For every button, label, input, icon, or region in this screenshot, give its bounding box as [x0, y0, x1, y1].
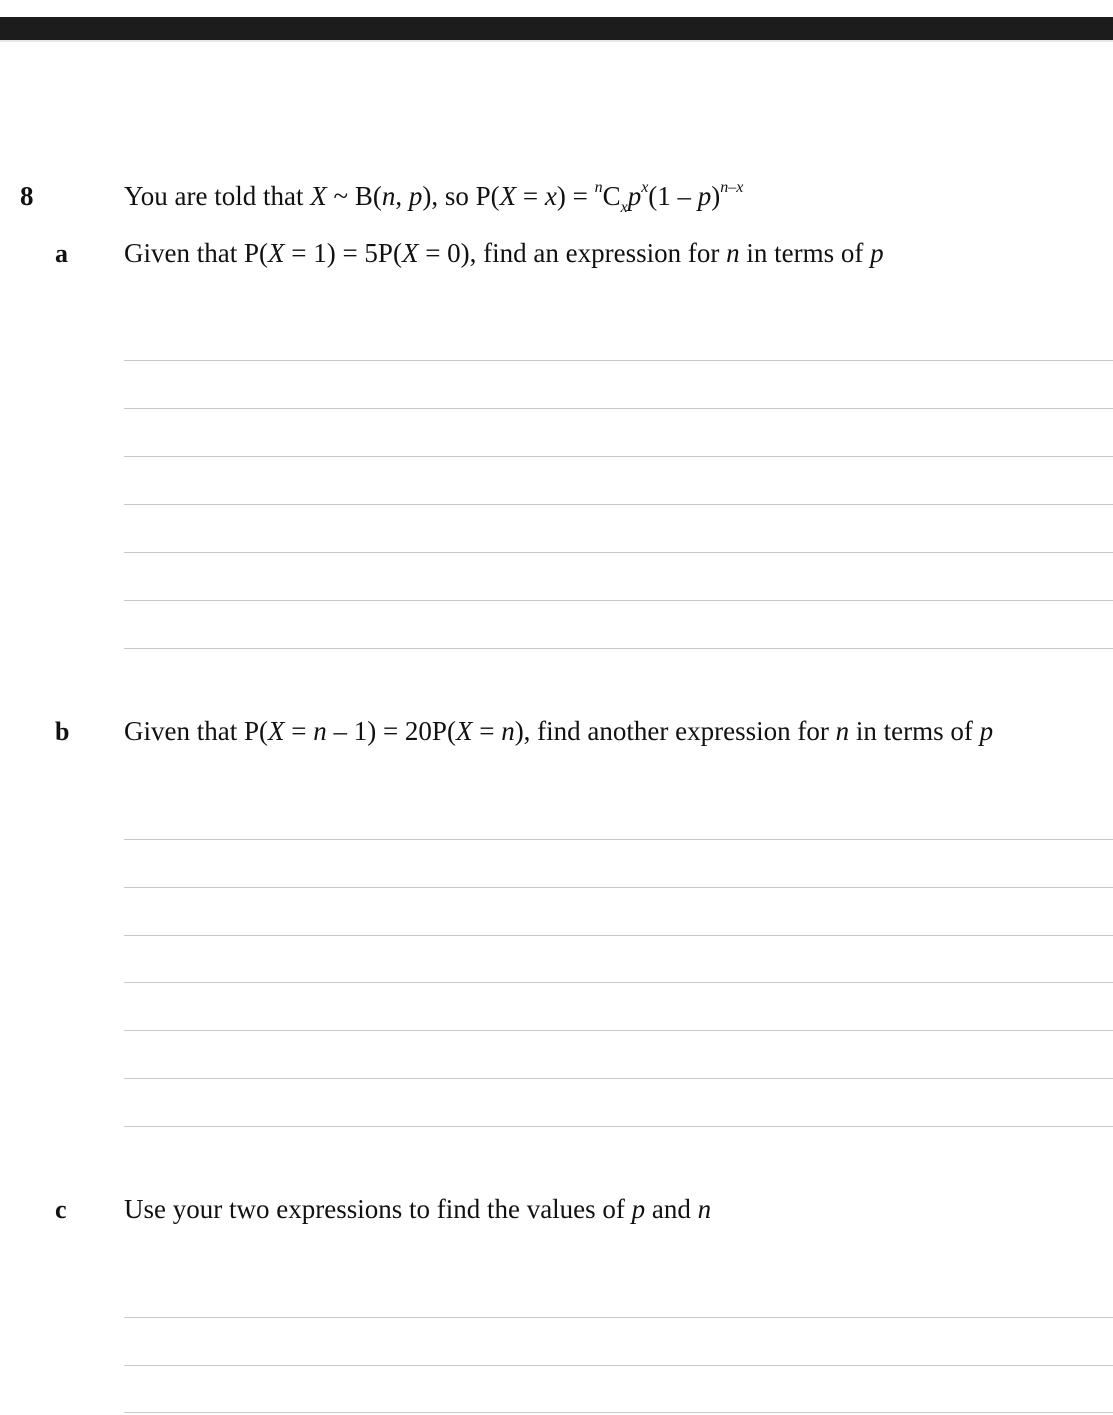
var-X: X — [401, 238, 419, 268]
answer-line[interactable] — [124, 1317, 1113, 1318]
answer-line[interactable] — [124, 1412, 1113, 1413]
var-p: p — [408, 181, 423, 211]
text: in terms of — [849, 716, 980, 746]
stem-text: ) — [711, 181, 721, 211]
answer-line[interactable] — [124, 982, 1113, 983]
var-n: n — [313, 716, 327, 746]
answer-line[interactable] — [124, 648, 1113, 649]
stem-text: ), so P( — [422, 181, 500, 211]
text: = — [472, 716, 502, 746]
stem-text: (1 – — [648, 181, 698, 211]
var-p: p — [870, 238, 884, 268]
var-n: n — [835, 716, 850, 746]
answer-line[interactable] — [124, 935, 1113, 936]
stem-text: ) = — [556, 181, 595, 211]
stem-text: You are told that — [124, 181, 311, 211]
exponent-n-minus-x: n–x — [720, 179, 744, 196]
text: Given that P( — [124, 238, 268, 268]
text: = 0), find an expression for — [418, 238, 727, 268]
exponent-x: x — [641, 179, 649, 196]
var-p: p — [979, 716, 994, 746]
answer-line[interactable] — [124, 600, 1113, 601]
text: = — [284, 716, 314, 746]
part-b-text — [124, 715, 993, 747]
stem-text: = — [516, 181, 545, 211]
var-X: X — [310, 181, 327, 211]
top-bar — [0, 17, 1113, 40]
question-stem — [124, 179, 744, 216]
text: Use your two expressions to find the values of — [124, 1194, 632, 1224]
part-c-text — [124, 1193, 711, 1225]
answer-line[interactable] — [124, 456, 1113, 457]
answer-line[interactable] — [124, 408, 1113, 409]
combination-symbol: C — [602, 181, 621, 211]
combination-subscript-x: x — [620, 199, 628, 216]
combination-superscript-n: n — [594, 179, 603, 196]
var-n: n — [381, 181, 396, 211]
text: in terms of — [739, 238, 871, 268]
var-n: n — [726, 238, 740, 268]
answer-line[interactable] — [124, 839, 1113, 840]
var-X: X — [267, 716, 285, 746]
answer-line[interactable] — [124, 1030, 1113, 1031]
answer-line[interactable] — [124, 552, 1113, 553]
stem-text: , — [395, 181, 409, 211]
text: – 1) = 20P( — [326, 716, 456, 746]
var-p: p — [697, 181, 712, 211]
var-n: n — [697, 1194, 712, 1224]
var-x: x — [544, 181, 557, 211]
stem-text: ~ B( — [326, 181, 382, 211]
answer-line[interactable] — [124, 1365, 1113, 1366]
var-p: p — [631, 1194, 646, 1224]
var-X: X — [499, 181, 517, 211]
part-label-c: c — [55, 1195, 67, 1224]
top-bar-edge — [0, 40, 1113, 42]
answer-line[interactable] — [124, 504, 1113, 505]
text: ), find another expression for — [514, 716, 836, 746]
answer-line[interactable] — [124, 1126, 1113, 1127]
part-label-b: b — [55, 717, 70, 746]
part-a-text — [124, 237, 884, 269]
part-label-a: a — [55, 239, 68, 268]
text: Given that P( — [124, 716, 268, 746]
var-p: p — [627, 181, 642, 211]
text: and — [645, 1194, 698, 1224]
answer-line[interactable] — [124, 887, 1113, 888]
var-X: X — [267, 238, 285, 268]
text: = 1) = 5P( — [284, 238, 402, 268]
question-number: 8 — [20, 181, 34, 211]
answer-line[interactable] — [124, 1078, 1113, 1079]
var-X: X — [455, 716, 473, 746]
var-n: n — [501, 716, 515, 746]
answer-line[interactable] — [124, 360, 1113, 361]
